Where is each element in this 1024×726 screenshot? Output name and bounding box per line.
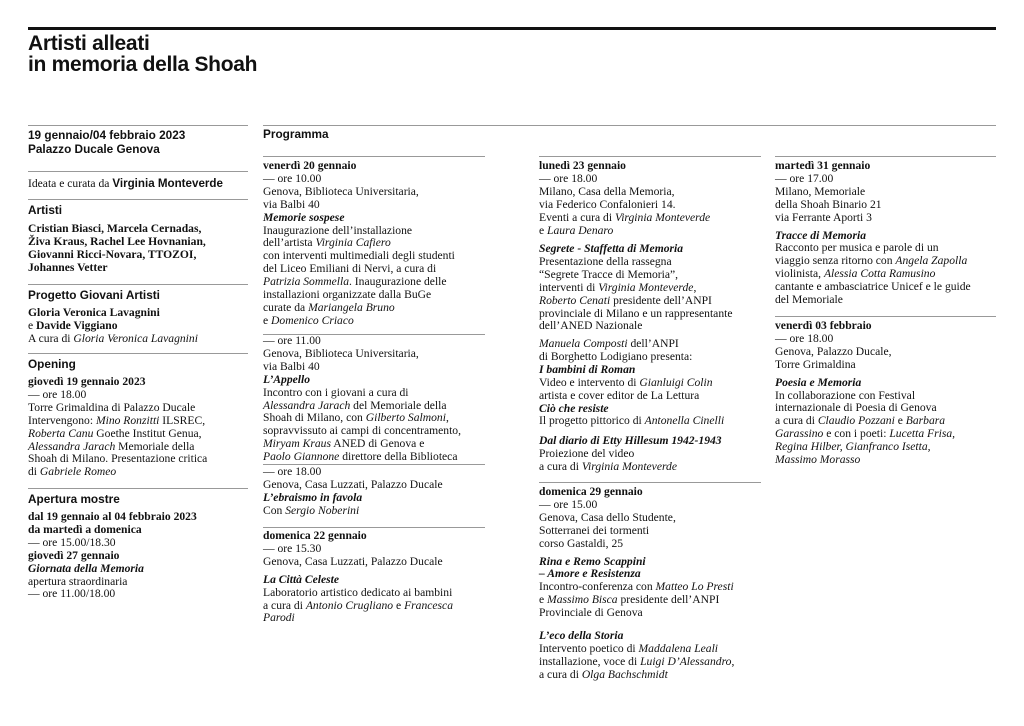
- text: di Borghetto Lodigiano presenta:: [539, 349, 693, 363]
- text: presidente dell’ANPI: [610, 293, 712, 307]
- text: ,: [731, 654, 735, 668]
- person-name: Sergio Noberini: [285, 503, 360, 517]
- person-name: Barbara: [905, 414, 946, 428]
- text: Incontro-conferenza con: [539, 580, 656, 594]
- event-title: Memorie sospese: [263, 210, 345, 224]
- section-heading: Artisti: [28, 203, 63, 217]
- event-place: Genova, Casa dello Studente,: [539, 510, 676, 524]
- text: Laboratorio artistico dedicato ai bambini: [263, 585, 453, 599]
- event: [263, 466, 443, 518]
- text: e: [894, 414, 906, 428]
- event: [775, 320, 955, 467]
- divider: [28, 125, 248, 126]
- text: a cura di: [539, 667, 582, 681]
- person-name: Paolo Giannone: [263, 450, 340, 464]
- person-name: Patrizia Sommella: [263, 275, 349, 289]
- person-name: Lucetta Frisa: [889, 427, 953, 441]
- event-place: Genova, Casa Luzzati, Palazzo Ducale: [263, 554, 443, 568]
- text: dal 19 gennaio al 04 febbraio 2023: [28, 510, 197, 523]
- event-time: — ore 18.00: [263, 465, 322, 478]
- text: — ore 11.00/18.00: [28, 587, 116, 601]
- section-heading: Progetto Giovani Artisti: [28, 288, 160, 302]
- page-title: [28, 33, 257, 75]
- text: Giornata della Memoria: [28, 561, 144, 575]
- person-name: Mariangela Bruno: [308, 300, 395, 314]
- text: Intervengono:: [28, 413, 96, 427]
- event-time: — ore 18.00: [775, 331, 834, 345]
- event-title: Ciò che resiste: [539, 401, 609, 415]
- person-name: Roberto Cenati: [539, 293, 611, 307]
- curator-name: Virginia Monteverde: [112, 177, 223, 190]
- event: [775, 160, 971, 307]
- event-title: – Amore e Resistenza: [539, 567, 641, 581]
- event-date: domenica 29 gennaio: [539, 485, 643, 498]
- artists-line: Giovanni Ricci-Novara, TTOZOI,: [28, 247, 197, 261]
- speaker-name: Roberta Canu: [28, 426, 94, 440]
- text: Incontro con i giovani a cura di: [263, 385, 409, 399]
- divider: [28, 199, 248, 200]
- curated-by: [28, 178, 223, 191]
- event: [263, 335, 461, 464]
- young-artist-name: Gloria Veronica Lavagnini: [28, 306, 160, 319]
- divider: [28, 353, 248, 354]
- event: [539, 486, 734, 620]
- text: ,: [839, 440, 846, 454]
- event-title: La Città Celeste: [263, 572, 339, 586]
- person-name: Laura Denaro: [547, 223, 614, 237]
- person-name: Matteo Lo Presti: [655, 580, 734, 594]
- text: del Memoriale: [775, 293, 843, 307]
- event-place: Sotterranei dei tormenti: [539, 523, 650, 537]
- divider: [28, 284, 248, 285]
- text: violinista,: [775, 267, 824, 281]
- text: Proiezione del video: [539, 446, 635, 460]
- person-name: Alessandra Jarach: [263, 398, 351, 412]
- text: Shoah di Milano. Presentazione critica: [28, 452, 208, 466]
- text: installazione, voce di: [539, 654, 641, 668]
- text: Con: [263, 503, 286, 517]
- event-time: — ore 15.00: [539, 497, 598, 511]
- text: a cura di: [539, 459, 582, 473]
- text: a cura di: [775, 414, 818, 428]
- event: [263, 530, 453, 625]
- divider: [539, 156, 761, 157]
- person-name: Garassino: [775, 427, 824, 441]
- text: Racconto per musica e parole di un: [775, 241, 939, 255]
- event-title: Poesia e Memoria: [775, 375, 862, 389]
- person-name: Alessia Cotta Ramusino: [823, 267, 936, 281]
- person-name: Francesca: [404, 598, 453, 612]
- person-name: Olga Bachschmidt: [581, 667, 668, 681]
- person-name: Maddalena Leali: [638, 641, 719, 655]
- text: di: [28, 465, 40, 479]
- event-title: L’ebraismo in favola: [263, 490, 363, 504]
- text: artista e cover editor de La Lettura: [539, 388, 700, 402]
- title-line-2: in memoria della Shoah: [28, 53, 258, 76]
- opening-section: [28, 357, 207, 479]
- event-date: venerdì 20 gennaio: [263, 159, 357, 172]
- text: Memoriale della: [115, 439, 195, 453]
- text: ILSREC,: [159, 413, 206, 427]
- text: In collaborazione con Festival: [775, 388, 916, 402]
- text: e: [263, 313, 272, 327]
- text: Inaugurazione dell’installazione: [263, 223, 413, 237]
- section-heading: Apertura mostre: [28, 492, 120, 506]
- speaker-name: Mino Ronzitti: [95, 413, 160, 427]
- text: Shoah di Milano, con: [263, 411, 366, 425]
- text: ,: [445, 411, 449, 425]
- event-date: martedì 31 gennaio: [775, 159, 871, 172]
- person-name: Massimo Bisca: [547, 593, 618, 607]
- text: dell’ANED Nazionale: [539, 319, 643, 333]
- event: [539, 243, 732, 333]
- event: [539, 160, 710, 237]
- text: e: [539, 223, 548, 237]
- text: e con i poeti:: [823, 427, 890, 441]
- text: Provinciale di Genova: [539, 606, 643, 620]
- person-name: Parodi: [263, 611, 295, 625]
- divider: [263, 156, 485, 157]
- speaker-name: Alessandra Jarach: [28, 439, 116, 453]
- person-name: Gilberto Salmoni: [365, 411, 446, 425]
- curator-name: Gloria Veronica Lavagnini: [73, 331, 198, 345]
- title-line-1: Artisti alleati: [28, 32, 150, 55]
- person-name: Miryam Kraus: [263, 437, 331, 451]
- critic-name: Gabriele Romeo: [39, 465, 117, 479]
- programma-heading: Programma: [263, 127, 329, 141]
- event-time: — ore 17.00: [775, 171, 834, 185]
- text: dell’ANPI: [627, 337, 679, 350]
- artists-line: Cristian Biasci, Marcela Cernadas,: [28, 222, 202, 235]
- top-rule: [28, 27, 996, 30]
- text: viaggio senza ritorno con: [775, 254, 896, 268]
- event-place: Genova, Casa Luzzati, Palazzo Ducale: [263, 477, 443, 491]
- divider: [263, 527, 485, 528]
- person-name: Domenico Criaco: [271, 313, 354, 327]
- artists-line: Živa Kraus, Rachel Lee Hovnanian,: [28, 234, 206, 248]
- event-place: Torre Grimaldina: [775, 357, 856, 371]
- text: presidente dell’ANPI: [617, 593, 720, 607]
- event-place: Milano, Memoriale: [775, 184, 866, 198]
- text: provinciale di Milano e un rappresentante: [539, 306, 733, 320]
- person-name: Massimo Morasso: [775, 453, 861, 467]
- event-venue: Palazzo Ducale Genova: [28, 142, 160, 156]
- text: e: [393, 598, 405, 612]
- event-title: L’eco della Storia: [539, 629, 624, 642]
- apertura-section: [28, 492, 197, 601]
- opening-place: Torre Grimaldina di Palazzo Ducale: [28, 400, 196, 414]
- text: e: [539, 593, 548, 607]
- person-name: Manuela Composti: [539, 337, 628, 350]
- text: internazionale di Poesia di Genova: [775, 401, 937, 415]
- event-title: Tracce di Memoria: [775, 228, 867, 242]
- event-time: — ore 11.00: [263, 334, 321, 347]
- text: installazioni organizzate dalla BuGe: [263, 288, 432, 302]
- person-name: Luigi D’Alessandro: [640, 654, 732, 668]
- event-time: — ore 10.00: [263, 171, 322, 185]
- person-name: Virginia Cafiero: [315, 236, 391, 250]
- event: [539, 338, 724, 428]
- event-place: Genova, Biblioteca Universitaria,: [263, 346, 419, 360]
- text: “Segrete Tracce di Memoria”,: [539, 267, 679, 281]
- event: [539, 435, 722, 474]
- divider: [775, 156, 996, 157]
- event: [263, 160, 455, 328]
- person-name: Virginia Monteverde: [598, 280, 694, 294]
- person-name: Gianluigi Colin: [639, 375, 713, 389]
- event-title: Rina e Remo Scappini: [539, 554, 646, 568]
- person-name: Regina Hilber: [775, 440, 840, 454]
- text: ANED di Genova e: [330, 437, 425, 451]
- person-name: Angela Zapolla: [895, 254, 968, 268]
- event-place: via Ferrante Aporti 3: [775, 210, 872, 224]
- person-name: Virginia Monteverde: [581, 459, 678, 473]
- event-dates: 19 gennaio/04 febbraio 2023: [28, 128, 186, 142]
- text: giovedì 27 gennaio: [28, 548, 120, 562]
- event-time: — ore 15.30: [263, 541, 322, 555]
- text: direttore della Biblioteca: [339, 450, 458, 464]
- event-place: della Shoah Binario 21: [775, 197, 882, 211]
- divider: [539, 482, 761, 483]
- opening-date: giovedì 19 gennaio 2023: [28, 375, 146, 388]
- text: Presentazione della rassegna: [539, 254, 672, 268]
- text: Eventi a cura di: [539, 210, 615, 224]
- divider: [775, 316, 996, 317]
- text: del Memoriale della: [350, 398, 447, 412]
- person-name: Claudio Pozzani: [817, 414, 895, 428]
- event-place: via Federico Confalonieri 14.: [539, 197, 676, 211]
- text: con interventi multimediali degli studenti: [263, 249, 455, 263]
- text: a cura di: [263, 598, 306, 612]
- event-place: Genova, Biblioteca Universitaria,: [263, 184, 419, 198]
- event-place: via Balbi 40: [263, 197, 320, 211]
- person-name: Virginia Monteverde: [614, 210, 711, 224]
- event-title: I bambini di Roman: [539, 362, 636, 376]
- divider: [28, 488, 248, 489]
- text: ,: [927, 440, 931, 454]
- divider: [263, 125, 996, 126]
- person-name: Gianfranco Isetta: [845, 440, 928, 454]
- event-title: Segrete - Staffetta di Memoria: [539, 242, 684, 255]
- text: Intervento poetico di: [539, 641, 639, 655]
- text: cantante e ambasciatrice Unicef e le guide: [775, 280, 971, 294]
- event-title: Dal diario di Etty Hillesum 1942-1943: [539, 434, 722, 447]
- text: . Inaugurazione delle: [349, 275, 447, 289]
- person-name: Antonella Cinelli: [644, 414, 725, 428]
- text: e: [28, 318, 37, 332]
- event-place: corso Gastaldi, 25: [539, 536, 624, 550]
- text: Goethe Institut Genua,: [93, 426, 202, 440]
- event-title: L’Appello: [263, 372, 311, 386]
- person-name: Antonio Crugliano: [305, 598, 394, 612]
- text: ,: [693, 280, 697, 294]
- event-time: — ore 18.00: [539, 171, 598, 185]
- event-date: lunedì 23 gennaio: [539, 159, 626, 172]
- section-heading: Opening: [28, 357, 76, 371]
- curated-label: Ideata e curata da: [28, 177, 113, 190]
- text: del Liceo Emiliani di Nervi, a cura di: [263, 262, 437, 276]
- artists-line: Johannes Vetter: [28, 260, 108, 274]
- text: — ore 15.00/18.30: [28, 535, 116, 549]
- text: ,: [952, 427, 956, 441]
- artisti-section: [28, 203, 206, 275]
- event-date: venerdì 03 febbraio: [775, 319, 872, 332]
- giovani-section: [28, 288, 198, 346]
- text: Video e intervento di: [539, 375, 640, 389]
- text: A cura di: [28, 331, 74, 345]
- young-artist-name: Davide Viggiano: [36, 318, 118, 332]
- text: sopravvissuto ai campi di concentramento,: [263, 424, 462, 438]
- text: dell’artista: [263, 236, 316, 250]
- opening-time: — ore 18.00: [28, 387, 87, 401]
- event: [539, 630, 734, 682]
- divider: [28, 171, 248, 172]
- text: apertura straordinaria: [28, 574, 128, 588]
- event-place: Milano, Casa della Memoria,: [539, 184, 675, 198]
- event-place: Genova, Palazzo Ducale,: [775, 344, 892, 358]
- event-date: domenica 22 gennaio: [263, 529, 367, 542]
- event-place: via Balbi 40: [263, 359, 320, 373]
- text: Il progetto pittorico di: [539, 414, 645, 428]
- text: curate da: [263, 300, 309, 314]
- text: da martedì a domenica: [28, 522, 142, 536]
- text: interventi di: [539, 280, 599, 294]
